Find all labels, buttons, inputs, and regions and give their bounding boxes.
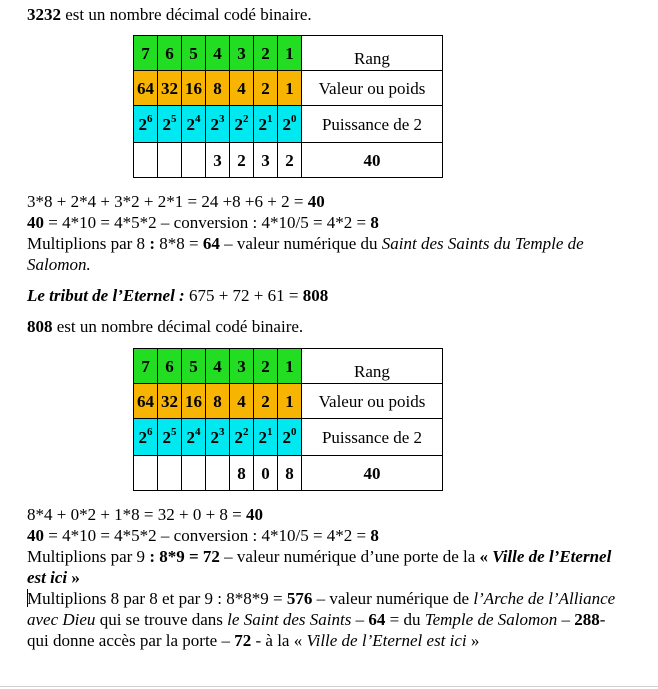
total-cell: 40 (302, 143, 443, 178)
rank-cell: 2 (254, 349, 278, 384)
power-cell: $2^5$ (158, 106, 182, 143)
value-cell: 3 (254, 143, 278, 178)
power-cell: $2^4$ (182, 419, 206, 456)
value-cell (206, 456, 230, 491)
rank-cell: 6 (158, 349, 182, 384)
calc1-line2: 40 = 4*10 = 4*5*2 – conversion : 4*10/5 = 4*2 = 8 (27, 213, 379, 232)
power-cell: $2^3$ (206, 419, 230, 456)
value-cell (134, 456, 158, 491)
rank-cell: 7 (134, 36, 158, 71)
intro-number-1: 3232 (27, 5, 61, 24)
weight-cell: 1 (278, 71, 302, 106)
intro-line-2: 808 est un nombre décimal codé binaire. (27, 317, 304, 336)
rank-cell: 5 (182, 36, 206, 71)
power-cell: $2^6$ (134, 419, 158, 456)
page-bottom-rule (0, 686, 658, 687)
bcd-table-1 (133, 35, 443, 178)
weight-cell: 4 (230, 384, 254, 419)
weight-label: Valeur ou poids (302, 71, 443, 106)
calc1-line3: Multiplions par 8 : 8*8 = 64 – valeur numérique du Saint des Saints du Temple de Salomon. (27, 234, 584, 274)
rank-cell: 3 (230, 349, 254, 384)
value-cell: 8 (230, 456, 254, 491)
intro-text-1: est un nombre décimal codé binaire. (61, 5, 312, 24)
weight-cell: 2 (254, 384, 278, 419)
calc2-line1: 8*4 + 0*2 + 1*8 = 32 + 0 + 8 = 40 (27, 505, 264, 524)
calc1-line1: 3*8 + 2*4 + 3*2 + 2*1 = 24 +8 +6 + 2 = 40 (27, 192, 325, 211)
power-cell: $2^2$ (230, 106, 254, 143)
power-cell: $2^2$ (230, 419, 254, 456)
rank-label: Rang (302, 349, 443, 384)
power-cell: $2^6$ (134, 106, 158, 143)
rank-cell: 4 (206, 349, 230, 384)
intro-line-1 (27, 4, 627, 25)
power-label: Puissance de 2 (302, 106, 443, 143)
calc2-paragraph3: Multiplions par 9 : 8*9 = 72 – valeur numérique d’une porte de la « Ville de l’Eternel est ici » (27, 547, 612, 587)
weight-cell: 8 (206, 71, 230, 106)
power-cell: $2^1$ (254, 106, 278, 143)
value-cell (158, 143, 182, 178)
value-cell (182, 143, 206, 178)
power-cell: $2^0$ (278, 419, 302, 456)
power-cell: $2^5$ (158, 419, 182, 456)
tribut-line: Le tribut de l’Eternel : 675 + 72 + 61 = 808 (27, 286, 329, 305)
rank-cell: 1 (278, 36, 302, 71)
value-cell: 8 (278, 456, 302, 491)
value-cell: 2 (230, 143, 254, 178)
rank-cell: 6 (158, 36, 182, 71)
weight-cell: 1 (278, 384, 302, 419)
value-cell (134, 143, 158, 178)
total-cell: 40 (302, 456, 443, 491)
power-cell: $2^4$ (182, 106, 206, 143)
weight-cell: 64 (134, 71, 158, 106)
value-cell (182, 456, 206, 491)
calc2-paragraph4[interactable]: Multiplions 8 par 8 et par 9 : 8*8*9 = 576 – valeur numérique de l’Arche de l’Alliance avec Dieu qui se trouve dans le Saint des Saints – 64 = du Temple de Salomon – 288- qui donne accès par la porte – 72 - à la « Ville de l’Eternel est ici » (27, 589, 616, 650)
value-cell: 3 (206, 143, 230, 178)
weight-cell: 4 (230, 71, 254, 106)
rank-cell: 7 (134, 349, 158, 384)
power-cell: $2^0$ (278, 106, 302, 143)
bcd-table-2 (133, 348, 443, 491)
intro-number-2: 808 (27, 317, 53, 336)
weight-cell: 32 (158, 71, 182, 106)
weight-cell: 8 (206, 384, 230, 419)
value-cell: 2 (278, 143, 302, 178)
power-cell: $2^3$ (206, 106, 230, 143)
weight-cell: 2 (254, 71, 278, 106)
rank-label: Rang (302, 36, 443, 71)
value-cell (158, 456, 182, 491)
rank-cell: 4 (206, 36, 230, 71)
calc2-line2: 40 = 4*10 = 4*5*2 – conversion : 4*10/5 = 4*2 = 8 (27, 526, 379, 545)
weight-cell: 32 (158, 384, 182, 419)
document-page (27, 4, 627, 651)
weight-cell: 16 (182, 71, 206, 106)
weight-cell: 16 (182, 384, 206, 419)
value-cell: 0 (254, 456, 278, 491)
rank-cell: 1 (278, 349, 302, 384)
rank-cell: 5 (182, 349, 206, 384)
power-cell: $2^1$ (254, 419, 278, 456)
weight-label: Valeur ou poids (302, 384, 443, 419)
power-label: Puissance de 2 (302, 419, 443, 456)
rank-cell: 2 (254, 36, 278, 71)
rank-cell: 3 (230, 36, 254, 71)
weight-cell: 64 (134, 384, 158, 419)
